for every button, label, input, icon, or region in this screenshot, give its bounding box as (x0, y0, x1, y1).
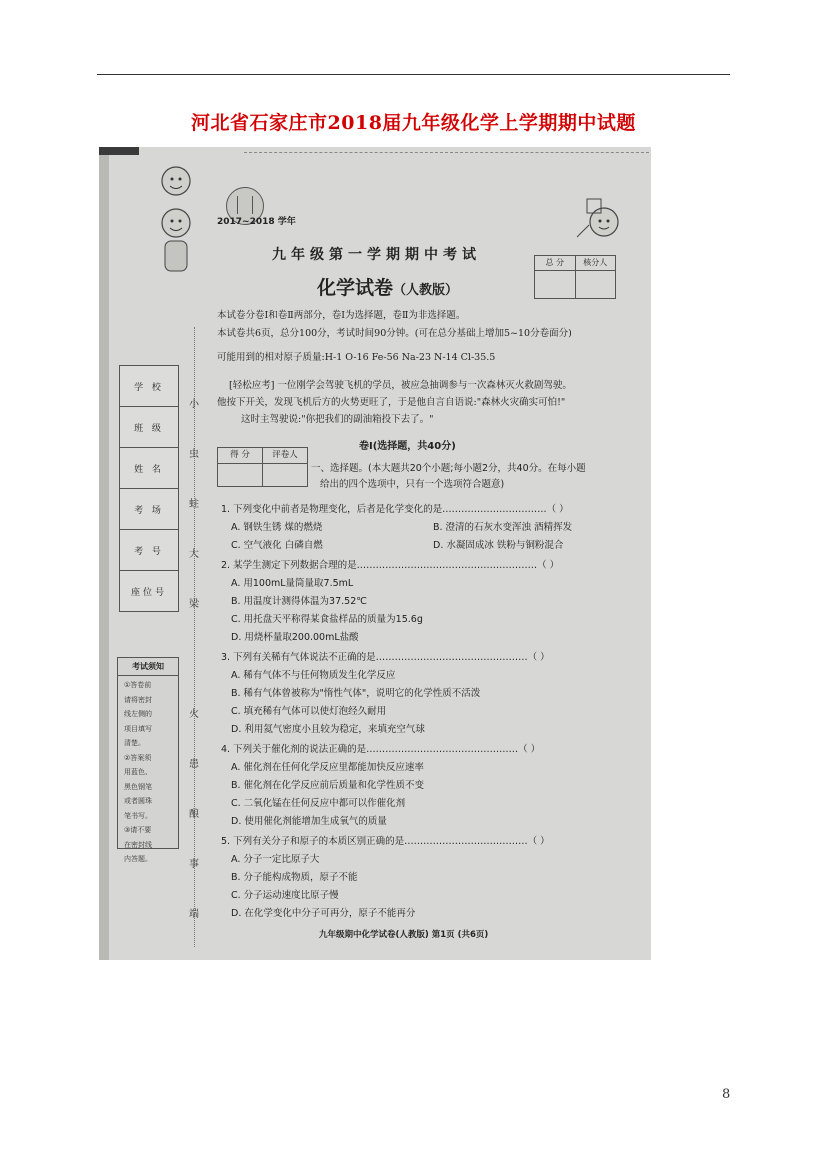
exam-footer: 九年级期中化学试卷(人教版) 第1页 (共6页) (319, 930, 489, 940)
notice-line: 请将密封 (124, 695, 152, 704)
info-field: 座位号 (130, 587, 167, 598)
total-score-box (534, 255, 616, 299)
section-intro: 给出的四个选项中，只有一个选项符合题意) (320, 479, 505, 490)
motto-char: 梁 (189, 599, 199, 610)
question-option: D. 在化学变化中分子可再分，原子不能再分 (231, 908, 416, 919)
motto-char: 虫 (189, 449, 199, 460)
relax-line: [轻松应考] 一位刚学会驾驶飞机的学员，被应急抽调参与一次森林灭火救剧驾驶。 (229, 380, 572, 391)
motto-char: 酿 (189, 809, 199, 820)
motto-char: 患 (189, 759, 199, 770)
intro-line: 本试卷分卷Ⅰ和卷Ⅱ两部分，卷Ⅰ为选择题，卷Ⅱ为非选择题。 (217, 310, 466, 321)
atomic-mass-line: 可能用到的相对原子质量:H-1 O-16 Fe-56 Na-23 N-14 Cl-35.5 (217, 352, 496, 363)
question-option: B. 分子能构成物质，原子不能 (231, 872, 358, 883)
exam-notice-box (117, 657, 179, 863)
notice-line: 项目填写 (124, 724, 152, 733)
checker-label: 核分人 (583, 258, 608, 267)
question-option: D. 水凝固成冰 铁粉与铜粉混合 (433, 540, 564, 551)
paper-edition: （人教版） (393, 283, 459, 298)
notice-line: 或者圆珠 (124, 797, 152, 805)
motto-char: 大 (189, 549, 199, 560)
question-option: A. 催化剂在任何化学反应里都能加快反应速率 (231, 762, 424, 773)
question-option: D. 使用催化剂能增加生成氧气的质量 (231, 816, 387, 827)
notice-title: 考试须知 (118, 658, 178, 676)
paper-title (317, 273, 458, 300)
exam-scan (99, 147, 651, 960)
section-title: 卷Ⅰ(选择题，共40分) (359, 441, 456, 452)
question-option: B. 用温度计测得体温为37.52℃ (231, 596, 367, 607)
motto-char: 端 (189, 909, 199, 920)
question-option: A. 稀有气体不与任何物质发生化学反应 (231, 670, 396, 681)
question-option: B. 稀有气体曾被称为"惰性气体"，说明它的化学性质不活泼 (231, 688, 481, 699)
header-rule (97, 74, 730, 75)
question-stem: 2. 某学生测定下列数据合理的是…………………………………………………（ ） (221, 560, 560, 571)
notice-line: ③请不要 (124, 826, 152, 834)
notice-line: 笔书写。 (124, 811, 152, 820)
cartoon-girl-illustration (569, 197, 629, 257)
page-title: 河北省石家庄市2018届九年级化学上学期期中试题 (191, 112, 636, 134)
question-option: A. 分子一定比原子大 (231, 854, 320, 865)
question-option: C. 空气液化 白磷自燃 (231, 540, 323, 551)
notice-line: 线左侧的 (124, 710, 152, 718)
question-option: A. 用100mL量筒量取7.5mL (231, 578, 354, 589)
score-label: 得 分 (218, 448, 263, 463)
notice-line: 内答题。 (124, 855, 152, 863)
grader-box (217, 447, 308, 487)
total-score-label: 总 分 (535, 256, 576, 270)
notice-line: ①答卷前 (124, 681, 152, 689)
corner-mark (99, 147, 139, 155)
grader-label: 评卷人 (272, 450, 298, 460)
info-field: 考 号 (120, 530, 178, 571)
question-stem: 3. 下列有关稀有气体说法不正确的是…………………………………………（ ） (221, 652, 550, 663)
exam-title: 九年级第一学期期中考试 (272, 247, 481, 263)
question-option: D. 利用氦气密度小且较为稳定，来填充空气球 (231, 724, 425, 735)
section-intro: 一、选择题。(本大题共20个小题;每小题2分，共40分。在每小题 (311, 463, 586, 474)
notice-line: 在密封线 (124, 840, 152, 849)
binding-strip (99, 147, 109, 960)
info-field: 考 场 (120, 489, 178, 530)
info-field: 学 校 (120, 366, 178, 407)
notice-line: ②答案须 (124, 753, 152, 762)
top-dash-border (244, 152, 649, 154)
relax-line: 这时主驾驶说:"你把我们的副油箱投下去了。" (241, 414, 434, 425)
notice-line: 用蓝色、 (124, 768, 152, 776)
notice-line: 清楚。 (124, 739, 145, 747)
student-info-table (119, 365, 179, 612)
question-option: C. 二氧化锰在任何反应中都可以作催化剂 (231, 798, 406, 809)
info-field: 班 级 (120, 407, 178, 448)
motto-char: 火 (189, 709, 199, 720)
question-stem: 1. 下列变化中前者是物理变化，后者是化学变化的是……………………………（ ） (221, 504, 569, 515)
question-option: A. 钢铁生锈 煤的燃烧 (231, 522, 323, 533)
info-field: 姓 名 (120, 448, 178, 489)
question-stem: 5. 下列有关分子和原子的本质区别正确的是…………………………………（ ） (221, 836, 550, 847)
page-number: 8 (722, 1087, 731, 1102)
question-option: D. 用烧杯量取200.00mL盐酸 (231, 632, 359, 643)
question-option: B. 催化剂在化学反应前后质量和化学性质不变 (231, 780, 425, 791)
school-year: 2017~2018 学年 (217, 217, 296, 227)
intro-line: 本试卷共6页，总分100分，考试时间90分钟。(可在总分基础上增加5~10分卷面分) (217, 328, 572, 339)
question-stem: 4. 下列关于催化剂的说法正确的是…………………………………………（ ） (221, 744, 541, 755)
motto-char: 事 (189, 859, 199, 870)
seal-line (194, 327, 196, 947)
notice-line: 黑色钢笔 (124, 782, 152, 791)
question-option: C. 填充稀有气体可以使灯泡经久耐用 (231, 706, 387, 717)
question-option: C. 分子运动速度比原子慢 (231, 890, 339, 901)
cartoon-kids-illustration (151, 161, 201, 281)
question-option: C. 用托盘天平称得某食盐样品的质量为15.6g (231, 614, 423, 625)
paper-title-main: 化学试卷 (317, 277, 394, 299)
relax-line: 他按下开关，发现飞机后方的火势更旺了，于是他自言自语说:"森林火灾确实可怕!" (217, 397, 566, 408)
question-option: B. 澄清的石灰水变浑浊 酒精挥发 (433, 522, 573, 533)
notice-text (118, 676, 178, 867)
motto-char: 小 (189, 399, 199, 410)
motto-char: 蛀 (189, 499, 199, 510)
